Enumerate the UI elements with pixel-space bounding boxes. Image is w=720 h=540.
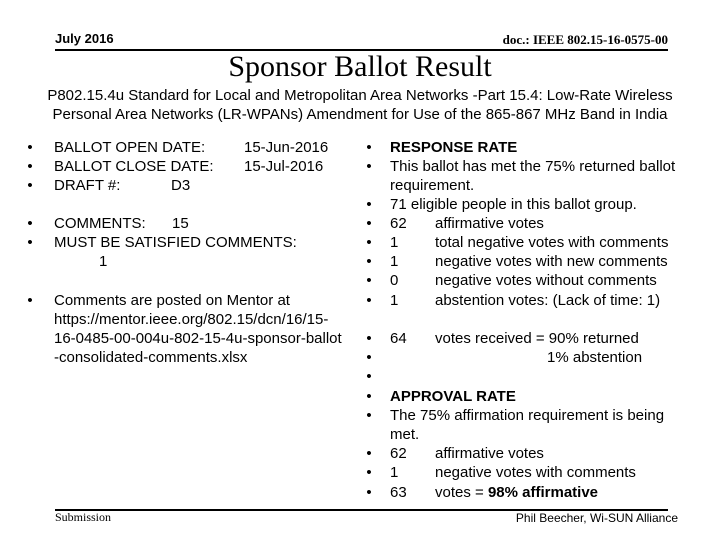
- total-label: [435, 483, 598, 502]
- comments-value: 15: [172, 215, 189, 232]
- abstention-percent: 1% abstention: [547, 349, 643, 366]
- vote-count: 62: [390, 445, 407, 462]
- bullet: •: [27, 139, 33, 156]
- bullet: •: [366, 330, 372, 347]
- vote-count: 1: [390, 234, 399, 251]
- mentor-line-1: Comments are posted on Mentor at: [54, 292, 290, 309]
- approval-statement-2: met.: [390, 426, 420, 443]
- bullet: •: [27, 292, 33, 309]
- open-date-label: BALLOT OPEN DATE:: [54, 139, 206, 156]
- bullet: •: [366, 368, 372, 385]
- subtitle-line-2: Personal Area Networks (LR-WPANs) Amendment for Use of the 865-867 MHz Band in India: [52, 106, 668, 123]
- must-satisfy-value: 1: [99, 253, 108, 270]
- bullet: •: [366, 139, 372, 156]
- must-satisfy-label: MUST BE SATISFIED COMMENTS:: [54, 234, 297, 251]
- bullet: •: [366, 253, 372, 270]
- approval-statement-1: The 75% affirmation requirement is being: [390, 407, 665, 424]
- header-doc-id: doc.: IEEE 802.15-16-0575-00: [502, 32, 668, 47]
- footer-submission: Submission: [55, 510, 112, 524]
- vote-label: total negative votes with comments: [435, 234, 669, 251]
- header-date: July 2016: [55, 31, 114, 46]
- vote-label: affirmative votes: [435, 215, 544, 232]
- bullet: •: [366, 272, 372, 289]
- approval-heading: APPROVAL RATE: [390, 388, 516, 405]
- affirmative-percent: 98% affirmative: [487, 484, 599, 501]
- bullet: •: [366, 196, 372, 213]
- vote-count: 1: [390, 464, 399, 481]
- footer-author: Phil Beecher, Wi-SUN Alliance: [515, 511, 678, 525]
- vote-label: negative votes without comments: [435, 272, 657, 289]
- comments-label: COMMENTS:: [54, 215, 146, 232]
- bullet: •: [366, 349, 372, 366]
- bullet: •: [366, 388, 372, 405]
- draft-label: DRAFT #:: [54, 177, 121, 194]
- vote-count: 62: [390, 215, 407, 232]
- close-date-value: 15-Jul-2016: [244, 158, 324, 175]
- response-statement-2: requirement.: [390, 177, 475, 194]
- mentor-link-end[interactable]: -consolidated-comments.xlsx: [54, 349, 248, 366]
- vote-label: abstention votes: (Lack of time: 1): [435, 292, 661, 309]
- bullet: •: [27, 177, 33, 194]
- vote-count: 0: [390, 272, 399, 289]
- bullet: •: [27, 234, 33, 251]
- bullet: •: [366, 484, 372, 501]
- draft-value: D3: [171, 177, 191, 194]
- bullet: •: [366, 445, 372, 462]
- response-statement-1: This ballot has met the 75% returned ballot: [390, 158, 676, 175]
- bullet: •: [27, 215, 33, 232]
- response-heading: RESPONSE RATE: [390, 139, 518, 156]
- received-count: 64: [390, 330, 407, 347]
- vote-label: affirmative votes: [435, 445, 544, 462]
- vote-label: negative votes with new comments: [435, 253, 668, 270]
- bullet: •: [366, 234, 372, 251]
- bullet: •: [366, 215, 372, 232]
- vote-label: negative votes with comments: [435, 464, 636, 481]
- bullet: •: [366, 407, 372, 424]
- vote-count: 1: [390, 253, 399, 270]
- total-count: 63: [390, 484, 407, 501]
- bullet: •: [366, 158, 372, 175]
- bullet: •: [366, 292, 372, 309]
- bullet: •: [366, 464, 372, 481]
- mentor-link-cont[interactable]: 16-0485-00-004u-802-15-4u-sponsor-ballot: [54, 330, 342, 347]
- subtitle-line-1: P802.15.4u Standard for Local and Metropolitan Area Networks -Part 15.4: Low-Rate Wireless: [47, 87, 673, 104]
- total-label-text: votes =: [435, 484, 488, 501]
- slide-title: Sponsor Ballot Result: [228, 50, 492, 83]
- vote-count: 1: [390, 292, 399, 309]
- bullet: •: [27, 158, 33, 175]
- close-date-label: BALLOT CLOSE DATE:: [54, 158, 214, 175]
- open-date-value: 15-Jun-2016: [244, 139, 329, 156]
- eligible-count: 71 eligible people in this ballot group.: [390, 196, 637, 213]
- received-label: votes received = 90% returned: [435, 330, 639, 347]
- mentor-link[interactable]: https://mentor.ieee.org/802.15/dcn/16/15-: [54, 311, 329, 328]
